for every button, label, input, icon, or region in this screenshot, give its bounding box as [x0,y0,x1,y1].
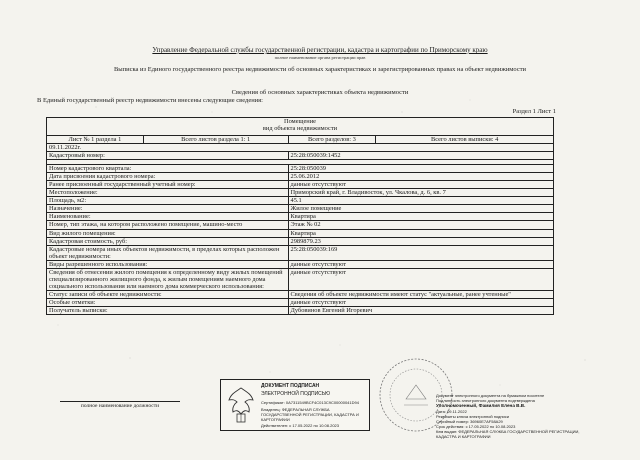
stamp-title: ДОКУМЕНТ ПОДПИСАН [261,383,320,389]
property-value: данные отсутствуют [288,268,554,290]
property-label: Сведения об отнесении жилого помещения к определенному виду жилых помещений специализированного жилищного фонда, к жилым помещениям наемного дома социального использования или наемного дома коммерческого использования: [47,268,289,290]
total-sheets-section: Всего листов раздела 1: 1 [143,136,288,144]
eagle-emblem-icon [225,384,257,428]
property-label: Особые отметки: [47,298,289,306]
ec-line: Дата: 09.11.2022 [436,408,467,414]
property-value: Дубовинов Евгений Игоревич [288,306,554,314]
property-label: Виды разрешенного использования: [47,260,289,268]
property-label: Местоположение: [47,189,289,197]
property-label: Получатель выписки: [47,306,289,314]
extract-date: 09.11.2022г. [47,144,554,152]
property-value: 25:28:050039:1452 [288,152,554,160]
property-value: 25:28:050039 [288,165,554,173]
property-label: Номер, тип этажа, на котором расположено помещение, машино-место [47,221,289,229]
object-heading: Помещение [283,118,316,125]
ec-line: Уполномоченный, Фамилия Елена В.В. [436,403,526,408]
property-label: Назначение: [47,205,289,213]
property-value: Квартира [288,213,554,221]
table-row [47,221,554,229]
ec-line: Кем выдан: ФЕДЕРАЛЬНАЯ СЛУЖБА ГОСУДАРСТВЕННОЙ РЕГИСТРАЦИИ, [436,428,580,434]
table-row [47,229,554,237]
property-value: Этаж № 02 [288,221,554,229]
property-label: Площадь, м2: [47,197,289,205]
stamp-certificate: Сертификат: 0A7311549BCF4C013C9C00000041D94 [261,400,359,405]
table-row [47,213,554,221]
table-row [47,268,554,290]
leaf-info: Раздел 1 Лист 1 [512,108,556,115]
stamp-subtitle: ЭЛЕКТРОННОЙ ПОДПИСЬЮ [261,391,331,397]
signature-caption: полное наименование должности [60,401,180,409]
ec-verification-block [436,393,632,439]
property-label: Кадастровый номер: [47,152,289,160]
total-sections: Всего разделов: 3 [288,136,376,144]
ec-line: Подлинность электронного документа подтверждена [436,398,535,403]
sheet-label: Лист № 1 раздела 1 [47,136,144,144]
table-row [47,189,554,197]
table-row [47,306,554,314]
property-value: 25:28:050039:169 [288,245,554,260]
property-label: Вид жилого помещения: [47,229,289,237]
stamp-owner: Владелец: ФЕДЕРАЛЬНАЯ СЛУЖБА ГОСУДАРСТВЕННОЙ РЕГИСТРАЦИИ, КАДАСТРА И КАРТОГРАФИИ [261,407,359,422]
extract-title: Выписка из Единого государственного реестра недвижимости об основных характеристиках и зарегистрированных правах на объект недвижимости [113,66,527,73]
ec-line: Документ электронного документа на бумажном носителе [436,393,545,398]
property-value: данные отсутствуют [288,181,554,189]
property-value: Сведения об объекте недвижимости имеют статус "актуальные, ранее учтенные" [288,290,554,298]
property-value: Квартира [288,229,554,237]
table-row [47,260,554,268]
table-row [47,165,554,173]
property-label: Дата присвоения кадастрового номера: [47,173,289,181]
property-label: Номер кадастрового квартала: [47,165,289,173]
ec-line: Срок действия: с 17.05.2022 по 10.08.2023 [436,423,516,429]
total-sheets-extract: Всего листов выписки: 4 [376,136,554,144]
property-value: 45.1 [288,197,554,205]
table-row [47,290,554,298]
property-label: Кадастровая стоимость, руб: [47,237,289,245]
object-heading-cell [47,118,554,136]
table-row [47,245,554,260]
section-title: Сведения об основных характеристиках объекта недвижимости [231,89,409,96]
property-label: Статус записи об объекте недвижимости: [47,290,289,298]
properties-table [46,117,554,315]
agency-title: Управление Федеральной службы государственной регистрации, кадастра и картографии по Приморскому краю [152,46,488,54]
property-value: данные отсутствуют [288,260,554,268]
intro-text: В Единый государственный реестр недвижимости внесены следующие сведения: [37,97,263,104]
table-row [47,197,554,205]
property-label: Наименование: [47,213,289,221]
table-row [47,298,554,306]
ec-line: Серийный номер: 36960E7AF58A29 [436,418,503,424]
object-subheading: вид объекта недвижимости [262,125,338,133]
table-row [47,152,554,160]
stamp-validity: Действителен: с 17.05.2022 по 10.08.2023 [261,423,339,428]
electronic-signature-stamp [220,379,370,431]
table-row [47,205,554,213]
property-label: Кадастровые номера иных объектов недвижимости, в пределах которых расположен объект недвижимости: [47,245,289,260]
property-value: Приморский край, г. Владивосток, ул. Чкалова, д. 6, кв. 7 [288,189,554,197]
ec-line: КАДАСТРА И КАРТОГРАФИИ [436,433,491,439]
property-label: Ранее присвоенный государственный учетный номер: [47,181,289,189]
table-row [47,181,554,189]
property-value: 2989879.23 [288,237,554,245]
table-row [47,173,554,181]
table-row [47,237,554,245]
ec-line: Реквизиты ключа электронной подписи [436,413,510,419]
property-value: данные отсутствуют [288,298,554,306]
property-value: Жилое помещение [288,205,554,213]
property-value: 25.06.2012 [288,173,554,181]
agency-caption: полное наименование органа регистрации прав [274,55,366,60]
